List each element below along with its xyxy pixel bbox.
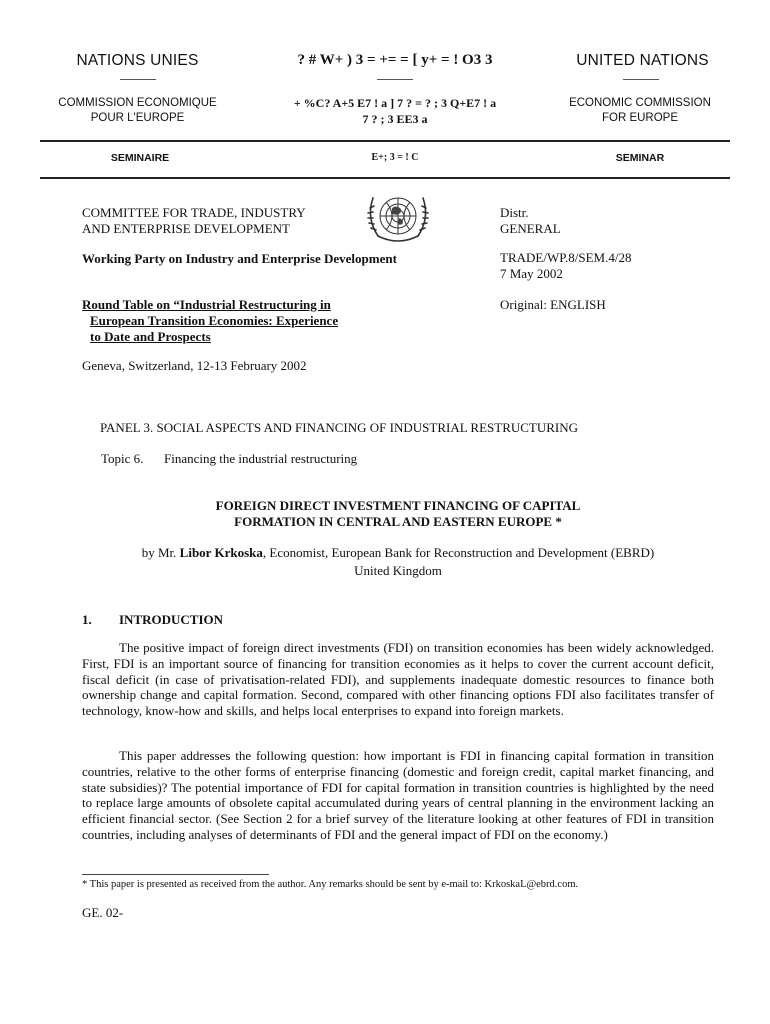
header-right-subtitle: ECONOMIC COMMISSION FOR EUROPE [569, 97, 711, 124]
header-left-title: NATIONS UNIES [76, 52, 199, 69]
footnote-rule [82, 874, 269, 875]
header-center-subtitle: + %C? A+5 E7 ! a ] 7 ? = ? ; 3 Q+E7 ! a 7 ? ; 3 EE3 a [293, 96, 497, 126]
header-left-label: SEMINAIRE [110, 152, 170, 164]
topic-text: Financing the industrial restructuring [164, 451, 358, 466]
header-right-rule [623, 79, 659, 80]
un-emblem-logo [359, 186, 437, 248]
document-symbol: TRADE/WP.8/SEM.4/28 7 May 2002 [500, 250, 632, 281]
header-center-rule [377, 79, 413, 80]
meeting-location: Geneva, Switzerland, 12-13 February 2002 [82, 358, 307, 373]
panel-heading: PANEL 3. SOCIAL ASPECTS AND FINANCING OF INDUSTRIAL RESTRUCTURING [100, 420, 579, 435]
document-title: FOREIGN DIRECT INVESTMENT FINANCING OF CAPITAL FORMATION IN CENTRAL AND EASTERN EUROPE * [215, 498, 581, 529]
paragraph-1: The positive impact of foreign direct investments (FDI) on transition economies has been widely acknowledged. First, FDI is an important source of financing for transition economies as it helps to cover the current account deficit, fiscal deficit (in case of privatisation-related FDI), and supplements inadequate domestic resources to finance both ownership change and capital formation. Second, compared with other financing options FDI also facilitates transfer of technology, know-how and skills, and helps local enterprises to expand into foreign markets. [82, 640, 714, 719]
header-center-title: ? # W+ ) 3 = += = [ y+ = ! O3 3 [297, 52, 493, 68]
round-table-title: Round Table on “Industrial Restructuring in European Transition Economies: Experience to Date and Prospects [82, 297, 339, 344]
footnote: * This paper is presented as received from the author. Any remarks should be sent by e-mail to: KrkoskaL@ebrd.com. [82, 879, 579, 890]
header-right-label: SEMINAR [615, 152, 665, 164]
author-country: United Kingdom [354, 563, 442, 578]
original-language: Original: ENGLISH [500, 297, 606, 312]
header-left-subtitle: COMMISSION ECONOMIQUE POUR L'EUROPE [58, 97, 217, 124]
working-party: Working Party on Industry and Enterprise Development [82, 251, 397, 266]
header-left-rule [120, 79, 156, 80]
header-center-label: E+; 3 = ! C [371, 152, 419, 163]
topic-label: Topic 6. [101, 451, 144, 466]
committee-name: COMMITTEE FOR TRADE, INDUSTRY AND ENTERPRISE DEVELOPMENT [82, 205, 306, 236]
distribution: Distr. GENERAL [500, 205, 561, 236]
author-name: Libor Krkoska [179, 545, 263, 560]
header-rule-top [40, 140, 730, 142]
page-code: GE. 02- [82, 905, 124, 920]
section-number: 1. [82, 612, 92, 627]
author-line: by Mr. Libor Krkoska, Economist, European Bank for Reconstruction and Development (EBRD) [141, 545, 655, 560]
section-heading: INTRODUCTION [119, 612, 224, 627]
header-rule-bottom [40, 177, 730, 179]
paragraph-2: This paper addresses the following question: how important is FDI in financing capital formation in transition countries, relative to the other forms of enterprise financing (domestic and foreign credit, capital market financing, and state subsidies)? The potential importance of FDI for capital formation in transition countries is highlighted by the need to replace large amounts of obsolete capital accumulated during years of central planning in the environment lacking an efficient financial sector. (See Section 2 for a brief survey of the literature looking at other features of FDI in transition countries, including analyses of determinants of FDI and the general impact of FDI on the economy.) [82, 748, 714, 842]
header-right-title: UNITED NATIONS [576, 52, 709, 69]
